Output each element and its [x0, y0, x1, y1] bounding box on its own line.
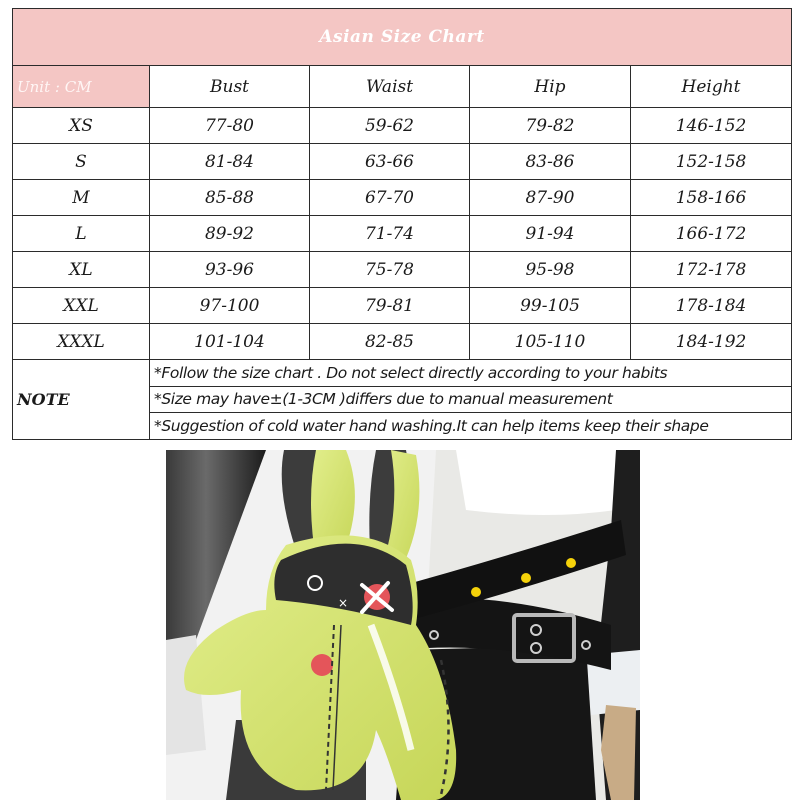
- hip-value: 87-90: [470, 180, 631, 216]
- size-label: XL: [13, 252, 150, 288]
- hip-value: 83-86: [470, 144, 631, 180]
- height-value: 172-178: [631, 252, 792, 288]
- bust-value: 97-100: [150, 288, 310, 324]
- table-row: [13, 324, 792, 360]
- bust-value: 89-92: [150, 216, 310, 252]
- size-label: XXL: [13, 288, 150, 324]
- table-row: [13, 288, 792, 324]
- product-photo: [166, 450, 640, 800]
- note-line: *Size may have±(1-3CM )differs due to manual measurement: [150, 386, 792, 413]
- hip-value: 95-98: [470, 252, 631, 288]
- chart-title: Asian Size Chart: [13, 9, 792, 66]
- column-header-waist: Waist: [310, 66, 470, 108]
- table-row: [13, 108, 792, 144]
- waist-value: 67-70: [310, 180, 470, 216]
- note-line: *Suggestion of cold water hand washing.It can help items keep their shape: [150, 413, 792, 440]
- table-row: [13, 216, 792, 252]
- plush-button-icon: [311, 654, 333, 676]
- unit-label: Unit : CM: [13, 66, 150, 108]
- bust-value: 81-84: [150, 144, 310, 180]
- height-value: 184-192: [631, 324, 792, 360]
- waist-value: 59-62: [310, 108, 470, 144]
- column-header-height: Height: [631, 66, 792, 108]
- height-value: 158-166: [631, 180, 792, 216]
- column-header-bust: Bust: [150, 66, 310, 108]
- hip-value: 79-82: [470, 108, 631, 144]
- bust-value: 93-96: [150, 252, 310, 288]
- size-label: M: [13, 180, 150, 216]
- bust-value: 101-104: [150, 324, 310, 360]
- bust-value: 77-80: [150, 108, 310, 144]
- note-label: NOTE: [13, 360, 150, 440]
- waist-value: 82-85: [310, 324, 470, 360]
- table-row: [13, 144, 792, 180]
- waist-value: 71-74: [310, 216, 470, 252]
- size-chart-table: [12, 8, 792, 440]
- size-label: XXXL: [13, 324, 150, 360]
- hip-value: 91-94: [470, 216, 631, 252]
- bunny-plush-illustration: [166, 450, 640, 800]
- waist-value: 79-81: [310, 288, 470, 324]
- bust-value: 85-88: [150, 180, 310, 216]
- height-value: 166-172: [631, 216, 792, 252]
- size-label: XS: [13, 108, 150, 144]
- size-label: S: [13, 144, 150, 180]
- column-header-hip: Hip: [470, 66, 631, 108]
- note-line: *Follow the size chart . Do not select directly according to your habits: [150, 360, 792, 387]
- height-value: 146-152: [631, 108, 792, 144]
- waist-value: 63-66: [310, 144, 470, 180]
- hip-value: 105-110: [470, 324, 631, 360]
- svg-text:×: ×: [338, 596, 349, 610]
- height-value: 152-158: [631, 144, 792, 180]
- hip-value: 99-105: [470, 288, 631, 324]
- waist-value: 75-78: [310, 252, 470, 288]
- table-row: [13, 180, 792, 216]
- size-label: L: [13, 216, 150, 252]
- table-row: [13, 252, 792, 288]
- height-value: 178-184: [631, 288, 792, 324]
